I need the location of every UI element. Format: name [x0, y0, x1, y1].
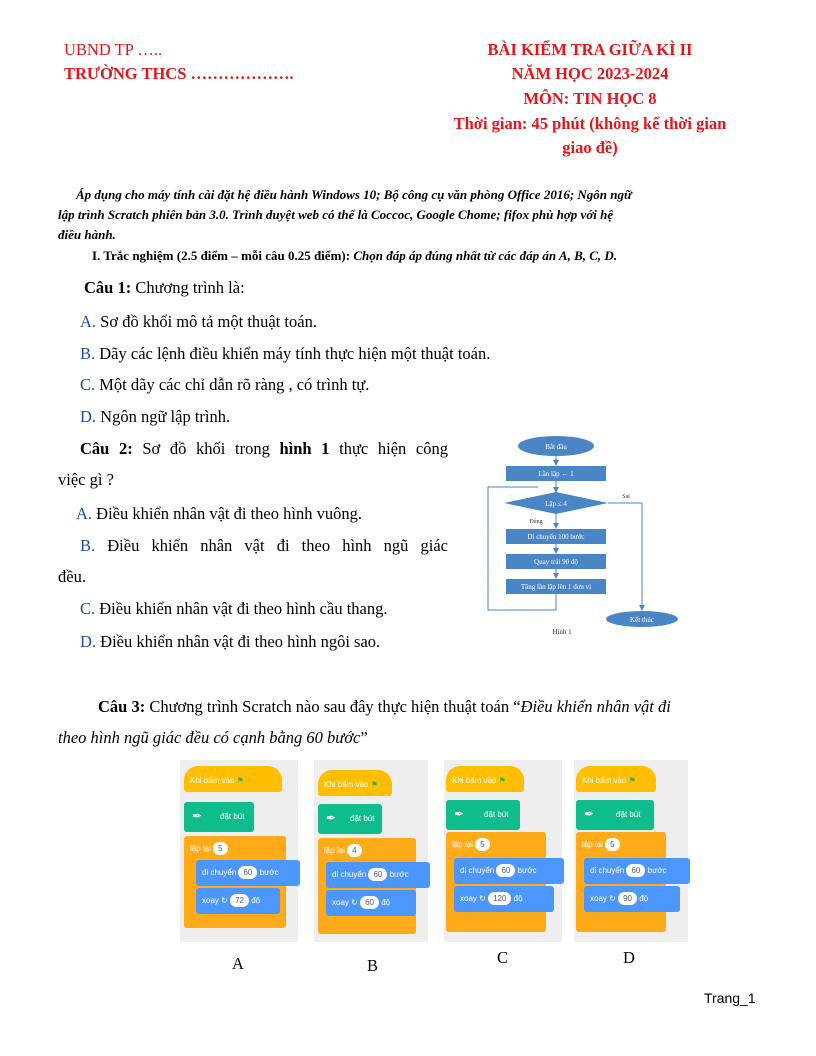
- flow-true-label: Đúng: [529, 519, 543, 525]
- flow-start-label: Bắt đầu: [545, 443, 567, 451]
- pen-icon: ✒: [584, 807, 595, 821]
- intro-line-3: điều hành.: [58, 227, 116, 242]
- exam-title: BÀI KIỂM TRA GIỮA KÌ II: [487, 40, 693, 59]
- repeat-count: 5: [605, 838, 619, 851]
- option-a-letter: A: [232, 954, 244, 973]
- school-label: TRƯỜNG THCS ……………….: [64, 64, 294, 83]
- green-flag-icon: ⚑: [370, 780, 378, 789]
- time-limit: Thời gian: 45 phút (không kể thời gian: [453, 114, 727, 133]
- repeat-block: lặp lại 5: [576, 832, 666, 932]
- q2-option-c: C. Điều khiển nhân vật đi theo hình cầu thang.: [80, 599, 388, 618]
- flow-false-label: Sai: [622, 494, 630, 500]
- when-flag-block: Khi bấm vào ⚑: [446, 766, 524, 792]
- scratch-option-d: [574, 760, 688, 942]
- school-year: NĂM HỌC 2023-2024: [511, 64, 669, 83]
- pen-icon: ✒: [454, 807, 465, 821]
- section-1-instruction: Chọn đáp áp đúng nhất từ các đáp án A, B, C, D.: [353, 248, 618, 263]
- pen-icon: ✒: [326, 811, 337, 825]
- flow-init-label: Lần lặp ← 1: [538, 470, 574, 478]
- turn-degrees: 120: [488, 892, 511, 905]
- pen-icon: ✒: [192, 809, 203, 823]
- q1-option-a: A. Sơ đồ khối mô tả một thuật toán.: [80, 312, 317, 331]
- turn-degrees: 72: [230, 894, 249, 907]
- q2-option-d: D. Điều khiển nhân vật đi theo hình ngôi sao.: [80, 632, 381, 651]
- move-block: di chuyển 60 bước: [454, 858, 564, 884]
- flow-end-label: Kết thúc: [630, 616, 654, 624]
- flow-turn-label: Quay trái 90 độ: [534, 558, 578, 566]
- pen-down-block: ✒ đặt bút: [318, 804, 382, 834]
- pen-down-block: ✒ đặt bút: [576, 800, 654, 830]
- intro-line-2: lập trình Scratch phiên bản 3.0. Trình duyệt web có thể là Coccoc, Google Chome; fifox phù hợp với hệ: [58, 207, 614, 222]
- when-flag-block: Khi bấm vào ⚑: [576, 766, 656, 792]
- rotate-icon: ↻: [479, 894, 486, 903]
- turn-degrees: 90: [618, 892, 637, 905]
- rotate-icon: ↻: [221, 896, 228, 905]
- turn-block: xoay ↻ 90 độ: [584, 886, 680, 912]
- q1-option-c: C. Một dãy các chỉ dẫn rõ ràng , có trình tự.: [80, 375, 370, 394]
- rotate-icon: ↻: [351, 898, 358, 907]
- q1-option-d: D. Ngôn ngữ lập trình.: [80, 407, 231, 426]
- turn-block: xoay ↻ 120 độ: [454, 886, 554, 912]
- question-1-text: Chương trình là:: [135, 278, 245, 297]
- flow-decision-label: Lặp ≤ 4: [545, 500, 567, 508]
- q2-option-b: B. Điều khiển nhân vật đi theo hình ngũ giác: [80, 536, 448, 555]
- pen-down-block: ✒ đặt bút: [446, 800, 520, 830]
- green-flag-icon: ⚑: [236, 776, 244, 785]
- turn-block: xoay ↻ 60 độ: [326, 890, 416, 916]
- question-1-label: Câu 1:: [84, 278, 132, 297]
- pen-down-block: ✒ đặt bút: [184, 802, 254, 832]
- option-b-letter: B: [367, 956, 379, 975]
- section-1-title: I. Trắc nghiệm (2.5 điểm – mỗi câu 0.25 điểm):: [92, 248, 351, 263]
- repeat-count: 5: [475, 838, 489, 851]
- move-block: di chuyển 60 bước: [326, 862, 430, 888]
- section-1-heading: [92, 247, 617, 264]
- q1-option-b: B. Dãy các lệnh điều khiển máy tính thực hiện một thuật toán.: [80, 344, 491, 363]
- repeat-count: 5: [213, 842, 227, 855]
- move-block: di chuyển 60 bước: [584, 858, 690, 884]
- repeat-count: 4: [347, 844, 361, 857]
- q2-option-b-cont: đều.: [58, 567, 86, 586]
- repeat-block: lặp lại 4: [318, 838, 416, 934]
- option-d-letter: D: [623, 948, 635, 967]
- flowchart-figure: [478, 432, 698, 642]
- when-flag-block: Khi bấm vào ⚑: [318, 770, 392, 796]
- intro-line-1: Áp dụng cho máy tính cài đặt hệ điều hành Windows 10; Bộ công cụ văn phòng Office 2016; Ngôn ngữ: [76, 187, 632, 202]
- green-flag-icon: ⚑: [628, 776, 636, 785]
- q2-option-a: A. Điều khiển nhân vật đi theo hình vuông.: [76, 504, 362, 523]
- question-3-cont: theo hình ngũ giác đều có cạnh bằng 60 bước”: [58, 728, 368, 747]
- flow-move-label: Di chuyển 100 bước: [527, 533, 585, 541]
- move-steps: 60: [626, 864, 645, 877]
- turn-degrees: 60: [360, 896, 379, 909]
- when-flag-block: Khi bấm vào ⚑: [184, 766, 282, 792]
- figure-caption: Hình 1: [552, 628, 572, 636]
- question-1: [84, 278, 245, 298]
- repeat-block: lặp lại 5: [184, 836, 286, 928]
- move-steps: 60: [496, 864, 515, 877]
- turn-block: xoay ↻ 72 độ: [196, 888, 280, 914]
- flow-increment-label: Tăng lần lặp lên 1 đơn vị: [520, 583, 592, 591]
- scratch-option-c: [444, 760, 562, 942]
- question-2: Câu 2: Sơ đồ khối trong hình 1 thực hiện công: [80, 439, 448, 458]
- question-3: Câu 3: Chương trình Scratch nào sau đây thực hiện thuật toán “Điều khiển nhân vật đi: [98, 697, 671, 716]
- green-flag-icon: ⚑: [498, 776, 506, 785]
- repeat-block: lặp lại 5: [446, 832, 546, 932]
- district-label: UBND TP …..: [64, 40, 163, 59]
- rotate-icon: ↻: [609, 894, 616, 903]
- question-3-label: Câu 3:: [98, 697, 146, 716]
- page-number: Trang_1: [704, 990, 756, 1006]
- time-limit-cont: giao đề): [562, 138, 618, 157]
- scratch-option-b: [314, 760, 428, 942]
- question-2-label: Câu 2:: [80, 439, 133, 458]
- move-block: di chuyển 60 bước: [196, 860, 300, 886]
- scratch-option-a: [180, 760, 298, 942]
- option-c-letter: C: [497, 948, 509, 967]
- move-steps: 60: [368, 868, 387, 881]
- move-steps: 60: [238, 866, 257, 879]
- subject: MÔN: TIN HỌC 8: [523, 89, 657, 108]
- question-2-cont: việc gì ?: [58, 470, 114, 489]
